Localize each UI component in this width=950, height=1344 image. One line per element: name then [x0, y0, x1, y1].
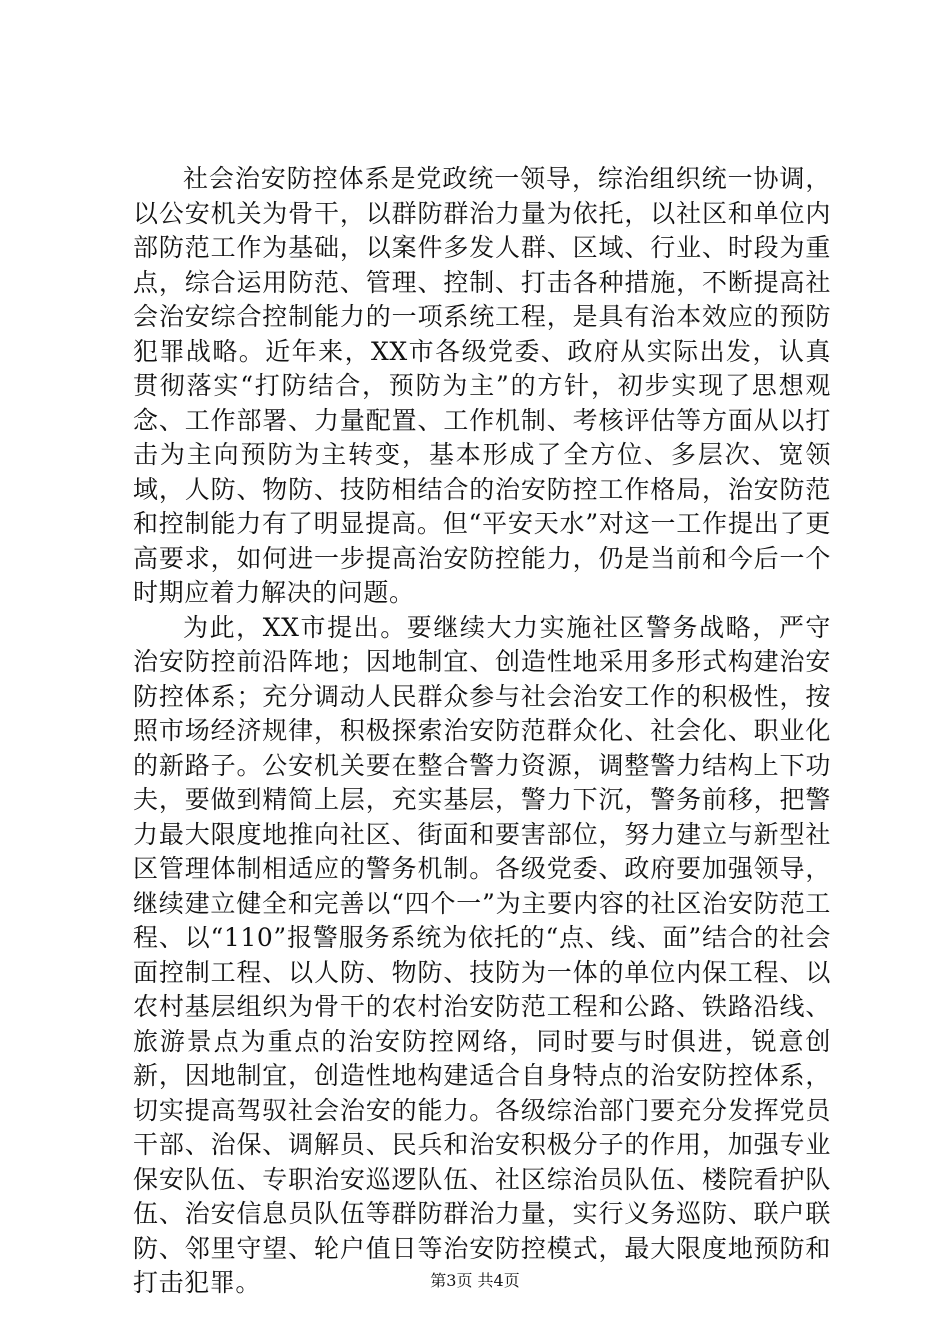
paragraph-1: 社会治安防控体系是党政统一领导，综治组织统一协调，以公安机关为骨干，以群防群治力量为依托，以社区和单位内部防范工作为基础，以案件多发人群、区域、行业、时段为重点，综合运用防范、管理、控制、打击各种措施，不断提高社会治安综合控制能力的一项系统工程，是具有治本效应的预防犯罪战略。近年来，XX市各级党委、政府从实际出发，认真贯彻落实“打防结合，预防为主”的方针，初步实现了思想观念、工作部署、力量配置、工作机制、考核评估等方面从以打击为主向预防为主转变，基本形成了全方位、多层次、宽领域，人防、物防、技防相结合的治安防控工作格局，治安防范和控制能力有了明显提高。但“平安天水”对这一工作提出了更高要求，如何进一步提高治安防控能力，仍是当前和今后一个时期应着力解决的问题。	[133, 164, 831, 607]
document-body	[133, 162, 831, 1301]
page-number-footer: 第3页 共4页	[430, 1271, 520, 1290]
paragraph-2: 为此，XX市提出。要继续大力实施社区警务战略，严守治安防控前沿阵地；因地制宜、创造性地采用多形式构建治安防控体系；充分调动人民群众参与社会治安工作的积极性，按照市场经济规律，积极探索治安防范群众化、社会化、职业化的新路子。公安机关要在整合警力资源，调整警力结构上下功夫，要做到精简上层，充实基层，警力下沉，警务前移，把警力最大限度地推向社区、街面和要害部位，努力建立与新型社区管理体制相适应的警务机制。各级党委、政府要加强领导，继续建立健全和完善以“四个一”为主要内容的社区治安防范工程、以“110”报警服务系统为依托的“点、线、面”结合的社会面控制工程、以人防、物防、技防为一体的单位内保工程、以农村基层组织为骨干的农村治安防范工程和公路、铁路沿线、旅游景点为重点的治安防控网络，同时要与时俱进，锐意创新，因地制宜，创造性地构建适合自身特点的治安防控体系，切实提高驾驭社会治安的能力。各级综治部门要充分发挥党员干部、治保、调解员、民兵和治安积极分子的作用，加强专业保安队伍、专职治安巡逻队伍、社区综治员队伍、楼院看护队伍、治安信息员队伍等群防群治力量，实行义务巡防、联户联防、邻里守望、轮户值日等治安防控模式，最大限度地预防和打击犯罪。	[133, 612, 831, 1297]
